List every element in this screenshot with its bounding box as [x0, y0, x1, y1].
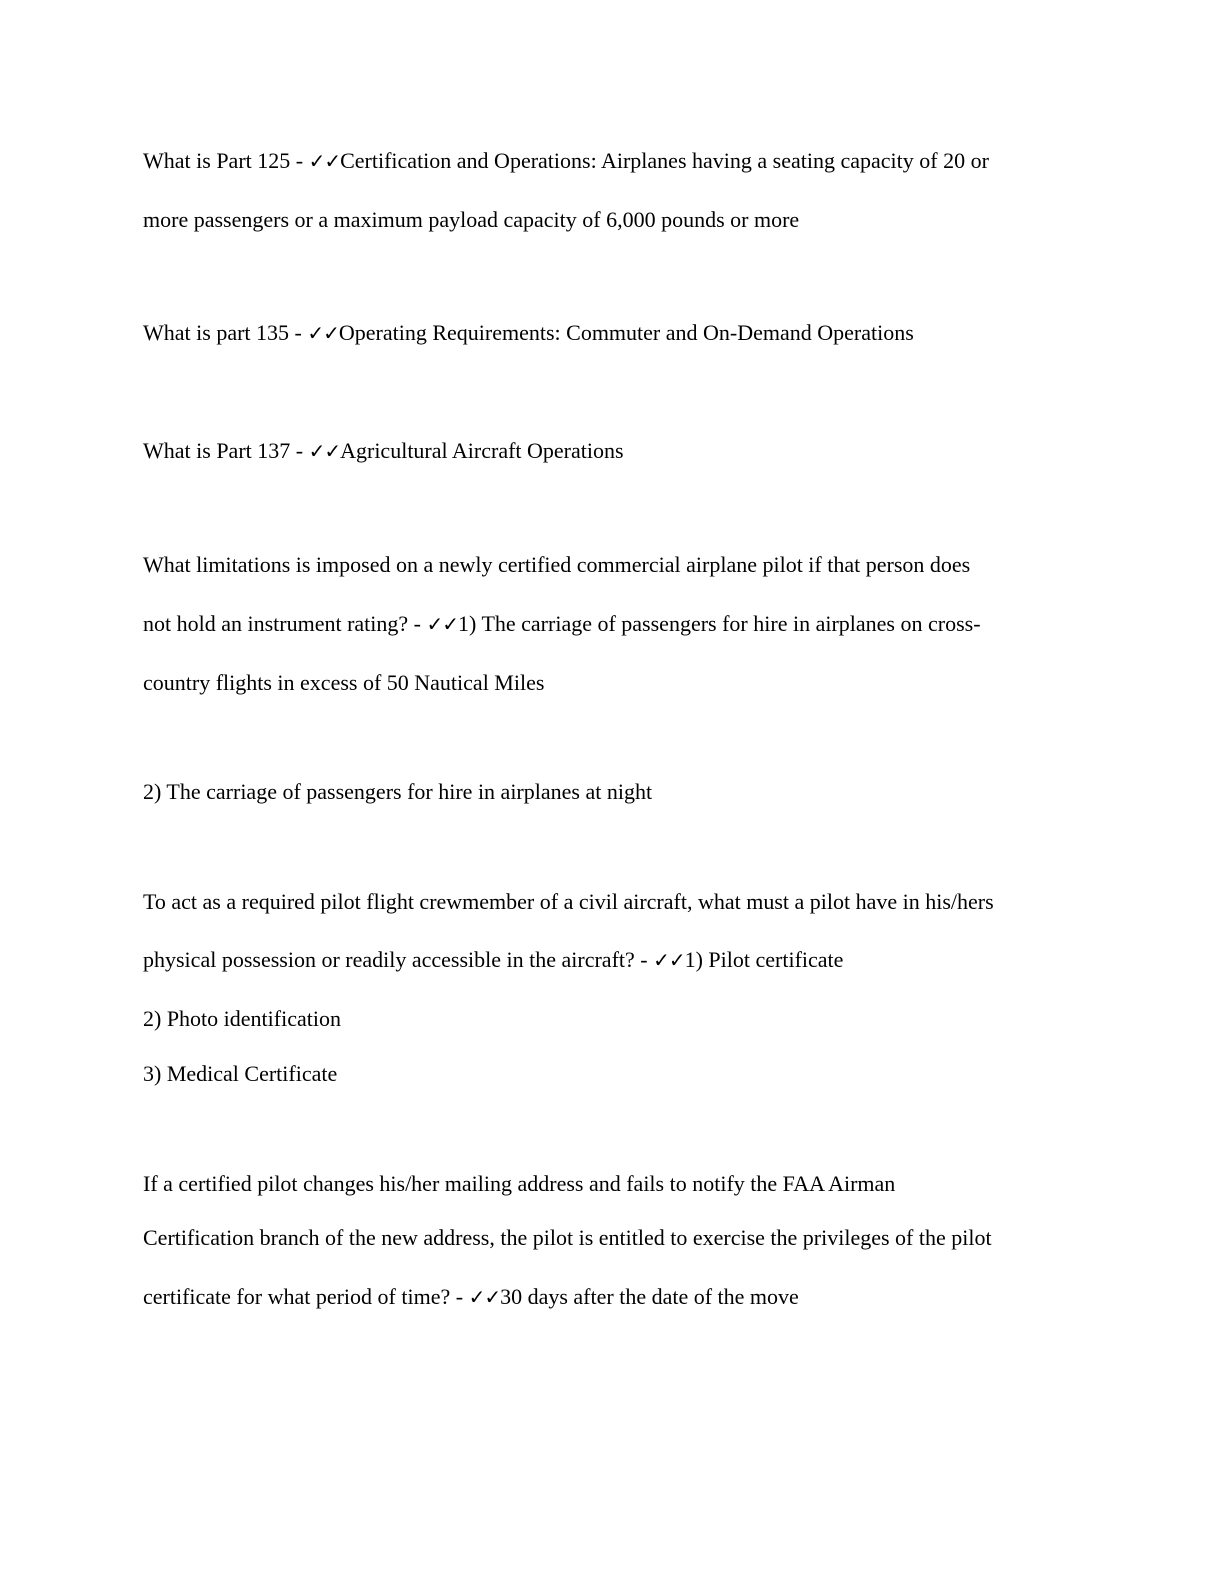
qa-part-125-line-1	[143, 147, 1083, 175]
question-text: not hold an instrument rating? -	[143, 611, 427, 636]
answer-text: Operating Requirements: Commuter and On-Demand Operations	[338, 320, 914, 345]
double-check-icon: ✓✓	[308, 149, 341, 173]
qa-address-line-2	[143, 1224, 1083, 1252]
question-text: To act as a required pilot flight crewmember of a civil aircraft, what must a pilot have in his/hers	[143, 889, 994, 914]
question-text: What is part 135 -	[143, 320, 308, 345]
qa-documents-line-3	[143, 1005, 1083, 1033]
double-check-icon: ✓✓	[468, 1285, 501, 1309]
question-text: physical possession or readily accessible in the aircraft? -	[143, 947, 654, 972]
answer-text: 1) Pilot certificate	[684, 947, 844, 972]
answer-text: 2) Photo identification	[143, 1006, 341, 1031]
qa-part-135-line-1	[143, 319, 1083, 347]
answer-text: country flights in excess of 50 Nautical Miles	[143, 670, 545, 695]
qa-address-line-1	[143, 1170, 1083, 1198]
question-text: certificate for what period of time? -	[143, 1284, 469, 1309]
double-check-icon: ✓✓	[307, 321, 339, 345]
answer-text: 30 days after the date of the move	[500, 1284, 799, 1309]
qa-documents-line-1	[143, 888, 1083, 916]
question-text: What is Part 125 -	[143, 148, 309, 173]
question-text: If a certified pilot changes his/her mailing address and fails to notify the FAA Airman	[143, 1171, 896, 1196]
qa-address-line-3	[143, 1283, 1083, 1311]
double-check-icon: ✓✓	[653, 948, 685, 972]
qa-limitations-line-3	[143, 669, 1083, 697]
qa-limitations-line-2	[143, 610, 1083, 638]
question-text: What limitations is imposed on a newly certified commercial airplane pilot if that person does	[143, 552, 971, 577]
double-check-icon: ✓✓	[308, 439, 341, 463]
question-text: What is Part 137 -	[143, 438, 309, 463]
qa-documents-line-2	[143, 946, 1083, 974]
answer-text: Agricultural Aircraft Operations	[340, 438, 624, 463]
answer-text: Certification and Operations: Airplanes having a seating capacity of 20 or	[340, 148, 989, 173]
double-check-icon: ✓✓	[426, 612, 459, 636]
answer-text: 3) Medical Certificate	[143, 1061, 338, 1086]
answer-text: more passengers or a maximum payload capacity of 6,000 pounds or more	[143, 207, 800, 232]
qa-limitations-line-4	[143, 778, 1083, 806]
question-text: Certification branch of the new address, the pilot is entitled to exercise the privileges of the pilot	[143, 1225, 992, 1250]
qa-documents-line-4	[143, 1060, 1083, 1088]
answer-text: 1) The carriage of passengers for hire in airplanes on cross-	[458, 611, 981, 636]
qa-part-125-line-2	[143, 206, 1083, 234]
answer-text: 2) The carriage of passengers for hire in airplanes at night	[143, 779, 653, 804]
qa-part-137-line-1	[143, 437, 1083, 465]
qa-limitations-line-1	[143, 551, 1083, 579]
